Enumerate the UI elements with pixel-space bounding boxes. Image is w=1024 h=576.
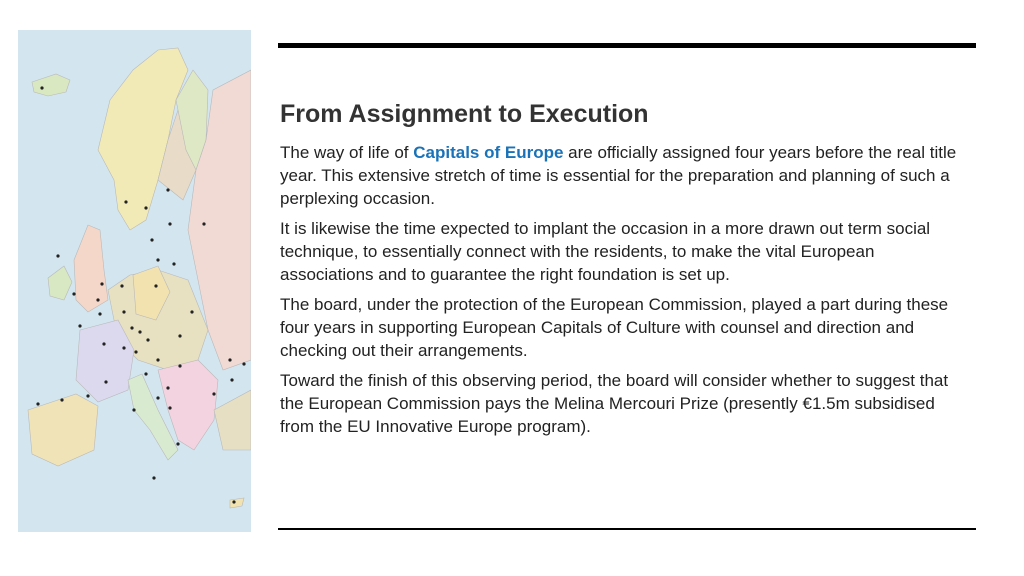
paragraph-3: The board, under the protection of the European Commission, played a part during these four years in supporting European Capitals of Culture with counsel and direction and checking out their arrangements. bbox=[280, 295, 949, 360]
bottom-divider bbox=[278, 528, 976, 530]
slide-title: From Assignment to Execution bbox=[280, 100, 649, 128]
slide-content bbox=[280, 99, 970, 445]
europe-map-graphic bbox=[18, 30, 251, 532]
top-divider bbox=[278, 43, 976, 48]
capitals-of-europe-highlight: Capitals of Europe bbox=[413, 143, 564, 162]
paragraph-1-rest: are officially assigned four years before the real title year. This extensive stretch of time is essential for the preparation and planning of such a perplexing occasion. bbox=[280, 143, 957, 208]
paragraph-2: It is likewise the time expected to implant the occasion in a more drawn out term social technique, to essentially connect with the residents, to make the vital European associations and to guarantee the right foundation is set up. bbox=[280, 219, 931, 284]
paragraph-1 bbox=[280, 141, 970, 210]
paragraph-4: Toward the finish of this observing period, the board will consider whether to suggest that the European Commission pays the Melina Mercouri Prize (presently €1.5m subsidised from the EU Innovative Europe program). bbox=[280, 371, 949, 436]
europe-map bbox=[18, 30, 251, 532]
paragraph-1-intro: The way of life of bbox=[280, 143, 414, 162]
